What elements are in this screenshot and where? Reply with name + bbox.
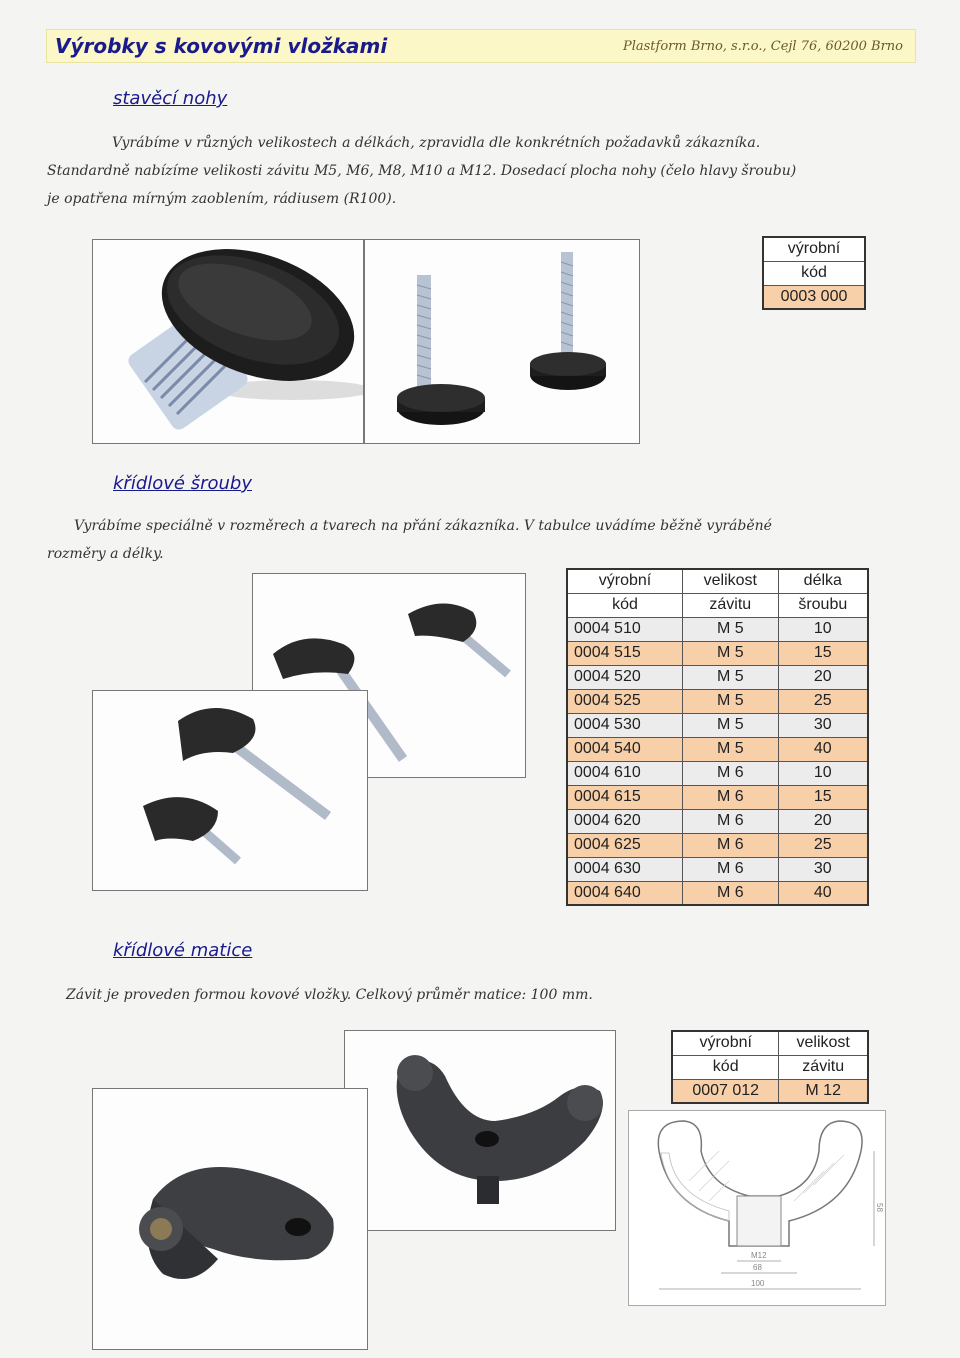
section-heading-wing-nuts: křídlové matice xyxy=(113,940,253,961)
section-heading-leveling-feet: stavěcí nohy xyxy=(113,88,228,109)
wing-nut-photo-side xyxy=(92,1088,368,1350)
cell-code: 0004 610 xyxy=(567,761,683,785)
table-row xyxy=(567,761,868,785)
product-code: 0003 000 xyxy=(763,285,865,309)
dim-mid: 68 xyxy=(753,1263,762,1272)
cell-code: 0004 640 xyxy=(567,881,683,905)
dim-total: 100 xyxy=(751,1279,765,1288)
wing-nut-code-table xyxy=(671,1030,869,1104)
dim-height: 58 xyxy=(875,1203,884,1212)
col-header-size-1: velikost xyxy=(683,569,779,593)
cell-size: M 6 xyxy=(683,761,779,785)
leveling-feet-pair-image xyxy=(365,240,640,444)
cell-length: 25 xyxy=(778,689,868,713)
col-header-size-2: závitu xyxy=(683,593,779,617)
col-header-length-1: délka xyxy=(778,569,868,593)
table-row xyxy=(567,881,868,905)
wing-nut-cross-section xyxy=(629,1111,887,1307)
cell-code: 0004 525 xyxy=(567,689,683,713)
company-address: Plastform Brno, s.r.o., Cejl 76, 60200 Brno xyxy=(622,39,903,54)
col-header-length-2: šroubu xyxy=(778,593,868,617)
section3-line1: Závit je proveden formou kovové vložky. Celkový průměr matice: 100 mm. xyxy=(66,987,593,1003)
col-header-code-1: výrobní xyxy=(567,569,683,593)
wing-screws-single-image xyxy=(93,691,368,891)
cell-size: M 5 xyxy=(683,641,779,665)
cell-length: 10 xyxy=(778,761,868,785)
table-row xyxy=(567,737,868,761)
col-header-size-2: závitu xyxy=(779,1055,868,1079)
col-header-code-2: kód xyxy=(567,593,683,617)
wing-nut-top-image xyxy=(345,1031,616,1231)
table-row xyxy=(567,665,868,689)
cell-length: 25 xyxy=(778,833,868,857)
leveling-feet-photo-pair xyxy=(364,239,640,444)
cell-length: 20 xyxy=(778,665,868,689)
leveling-foot-large-image xyxy=(93,240,364,444)
section2-line2: rozměry a délky. xyxy=(47,546,164,562)
header-vyrobni: výrobní xyxy=(763,237,865,261)
cell-length: 15 xyxy=(778,641,868,665)
wing-screw-dimension-table xyxy=(566,568,869,906)
table-row xyxy=(567,617,868,641)
cell-length: 40 xyxy=(778,881,868,905)
header-kod: kód xyxy=(763,261,865,285)
wing-nut-technical-drawing xyxy=(628,1110,886,1306)
cell-code: 0004 540 xyxy=(567,737,683,761)
cell-size: M 5 xyxy=(683,617,779,641)
cell-length: 15 xyxy=(778,785,868,809)
cell-code: 0004 530 xyxy=(567,713,683,737)
table-row xyxy=(567,641,868,665)
col-header-code-1: výrobní xyxy=(672,1031,779,1055)
cell-code: 0004 520 xyxy=(567,665,683,689)
cell-size: M 5 xyxy=(683,689,779,713)
table-row xyxy=(567,689,868,713)
cell-code: 0004 615 xyxy=(567,785,683,809)
section-heading-wing-screws: křídlové šrouby xyxy=(113,473,252,494)
table-row xyxy=(567,713,868,737)
cell-size: M 6 xyxy=(683,857,779,881)
table-row xyxy=(567,857,868,881)
leveling-foot-photo-large xyxy=(92,239,364,444)
cell-length: 40 xyxy=(778,737,868,761)
dim-m12: M12 xyxy=(751,1251,767,1260)
section1-line3: je opatřena mírným zaoblením, rádiusem (R100). xyxy=(47,191,397,207)
wing-nut-side-image xyxy=(93,1089,368,1350)
col-header-code-2: kód xyxy=(672,1055,779,1079)
cell-code: 0004 515 xyxy=(567,641,683,665)
cell-size: M 6 xyxy=(683,785,779,809)
col-header-size-1: velikost xyxy=(779,1031,868,1055)
cell-size: M 5 xyxy=(683,665,779,689)
cell-size: M 5 xyxy=(683,713,779,737)
leveling-feet-code-table xyxy=(762,236,866,310)
cell-code: 0004 510 xyxy=(567,617,683,641)
section2-line1: Vyrábíme speciálně v rozměrech a tvarech na přání zákazníka. V tabulce uvádíme běžně vyráběné xyxy=(74,518,772,534)
cell-code: 0007 012 xyxy=(672,1079,779,1103)
wing-screw-photo-single xyxy=(92,690,368,891)
cell-length: 10 xyxy=(778,617,868,641)
cell-size: M 6 xyxy=(683,833,779,857)
wing-nut-photo-top xyxy=(344,1030,616,1231)
cell-length: 20 xyxy=(778,809,868,833)
table-row xyxy=(672,1079,868,1103)
cell-code: 0004 630 xyxy=(567,857,683,881)
table-row xyxy=(567,809,868,833)
cell-size: M 6 xyxy=(683,809,779,833)
page-title: Výrobky s kovovými vložkami xyxy=(55,34,388,58)
cell-length: 30 xyxy=(778,713,868,737)
title-bar xyxy=(46,29,916,63)
cell-code: 0004 620 xyxy=(567,809,683,833)
cell-length: 30 xyxy=(778,857,868,881)
section1-line1: Vyrábíme v různých velikostech a délkách, zpravidla dle konkrétních požadavků zákazníka. xyxy=(112,135,761,151)
cell-size: M 12 xyxy=(779,1079,868,1103)
table-row xyxy=(567,833,868,857)
cell-code: 0004 625 xyxy=(567,833,683,857)
table-row xyxy=(567,785,868,809)
cell-size: M 5 xyxy=(683,737,779,761)
cell-size: M 6 xyxy=(683,881,779,905)
section1-line2: Standardně nabízíme velikosti závitu M5, M6, M8, M10 a M12. Dosedací plocha nohy (čelo hlavy šroubu) xyxy=(47,163,797,179)
